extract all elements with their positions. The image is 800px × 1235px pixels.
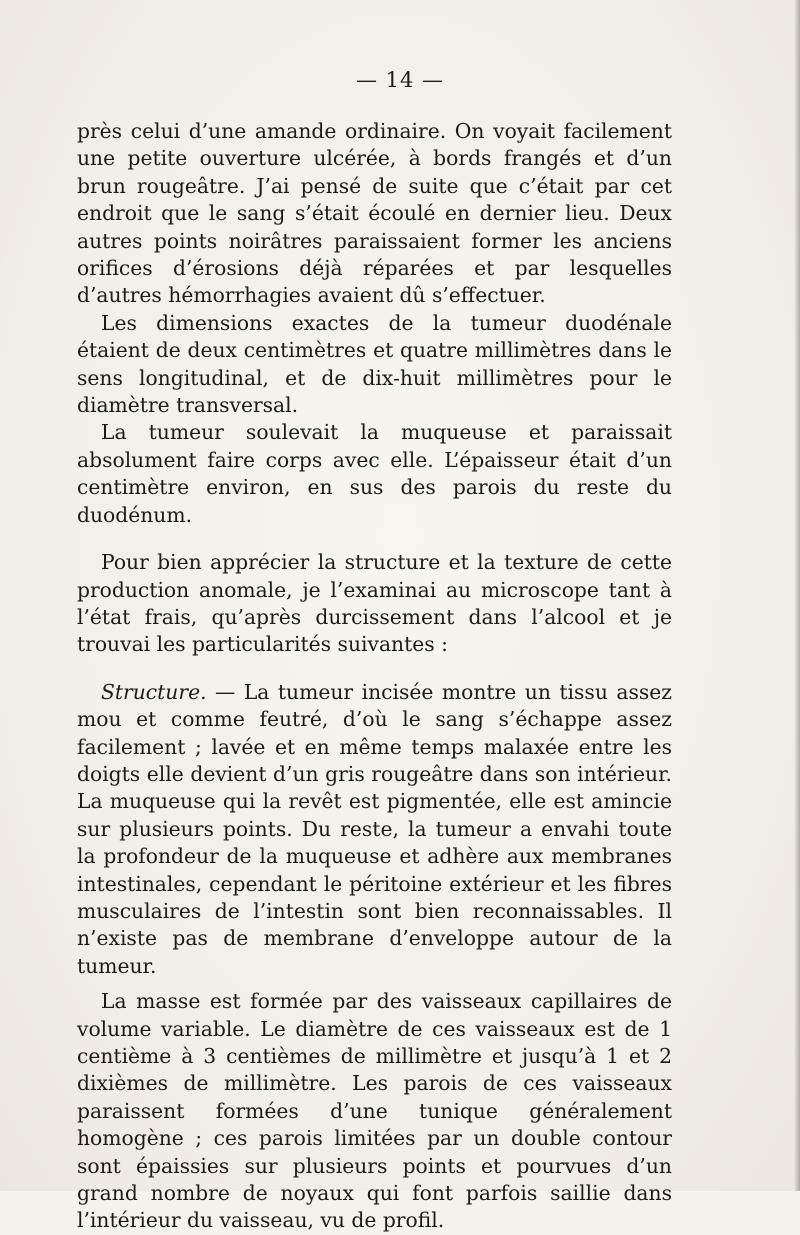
paragraph-6: La masse est formée par des vaisseaux capillaires de volume variable. Le diamètre de ces vaisseaux est de 1 centième à 3 centièmes de millimètre et jusqu’à 1 et 2 dixièmes de millimètre. Les parois de ces vaisseaux paraissent formées d’une tunique généralement homogène ; ces parois limitées par un double contour sont épaissies sur plusieurs points et pourvues d’un grand nombre de noyaux qui font parfois saillie dans l’intérieur du vaisseau, vu de profil.	[77, 989, 672, 1233]
paragraph-5	[77, 679, 672, 980]
paragraph-1: près celui d’une amande ordinaire. On voyait facilement une petite ouverture ulcérée, à bords frangés et d’un brun rougeâtre. J’ai pensé de suite que c’était par cet endroit que le sang s’était écoulé en dernier lieu. Deux autres points noirâtres paraissaient former les anciens orifices d’érosions déjà réparées et par lesquelles d’autres hémorrhagies avaient dû s’effectuer.	[77, 119, 672, 308]
page-edge-shadow	[794, 0, 800, 1191]
paragraph-5-text: — La tumeur incisée montre un tissu assez mou et comme feutré, d’où le sang s’échappe assez facilement ; lavée et en même temps malaxée entre les doigts elle devient d’un gris rougeâtre dans son intérieur. La muqueuse qui la revêt est pigmentée, elle est amincie sur plusieurs points. Du reste, la tumeur a envahi toute la profondeur de la muqueuse et adhère aux membranes intestinales, cependant le péritoine extérieur et les fibres musculaires de l’intestin sont bien reconnaissables. Il n’existe pas de membrane d’enveloppe autour de la tumeur.	[77, 679, 672, 978]
section-lead: Structure.	[101, 679, 207, 704]
paragraph-3: La tumeur soulevait la muqueuse et paraissait absolument faire corps avec elle. L’épaisseur était d’un centimètre environ, en sus des parois du reste du duodénum.	[77, 420, 672, 527]
paragraph-4: Pour bien apprécier la structure et la texture de cette production anomale, je l’examinai au microscope tant à l’état frais, qu’après durcissement dans l’alcool et je trouvai les particularités suivantes :	[77, 550, 672, 657]
body-text	[77, 118, 672, 1235]
paragraph-2: Les dimensions exactes de la tumeur duodénale étaient de deux centimètres et quatre millimètres dans le sens longitudinal, et de dix-huit millimètres pour le diamètre transversal.	[77, 310, 672, 418]
page-number: — 14 —	[355, 68, 445, 92]
